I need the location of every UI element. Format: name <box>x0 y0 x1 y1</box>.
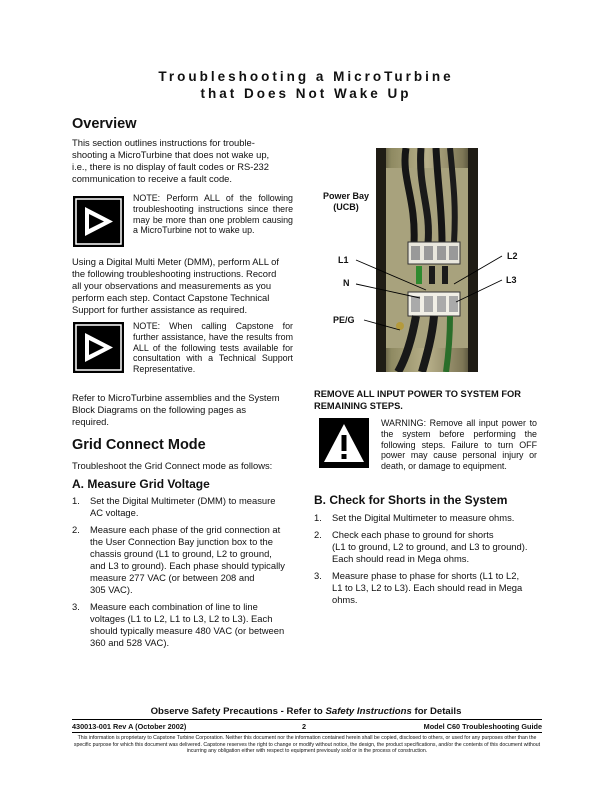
step-line: Measure each phase of the grid connection at <box>90 524 281 535</box>
paragraph-line: Support for further assistance as required. <box>72 304 248 315</box>
remove-power-line: REMAINING STEPS. <box>314 401 403 411</box>
label-l1: L1 <box>338 255 349 265</box>
page-number: 2 <box>302 722 307 731</box>
overview-paragraph-2 <box>72 256 302 316</box>
step-line: should typically measure 480 VAC (or between <box>90 625 285 636</box>
paragraph-line: Using a Digital Multi Meter (DMM), perform ALL of <box>72 256 279 267</box>
step-line: the User Connection Bay junction box to the <box>90 536 273 547</box>
paragraph-line: Refer to MicroTurbine assemblies and the System <box>72 392 280 403</box>
paragraph-line: all your observations and measurements as you <box>72 280 272 291</box>
check-shorts-heading: B. Check for Shorts in the System <box>314 493 508 507</box>
note-1-text: NOTE: Perform ALL of the following troubleshooting instructions since there may be more than one problem causing a MicroTurbine not to wake up. <box>133 193 293 236</box>
callout-line-l2 <box>454 256 502 284</box>
list-item <box>72 601 304 649</box>
step-line: measure 277 VAC (or between 208 and <box>90 572 255 583</box>
note-2-text: NOTE: When calling Capstone for further assistance, have the results from ALL of the following tests available for consultation with a Technical Support Representative. <box>133 321 293 375</box>
title-line-2: that Does Not Wake Up <box>200 86 412 101</box>
callout-line-l1 <box>356 260 426 290</box>
step-line: 360 and 528 VAC). <box>90 637 170 648</box>
step-line: Check each phase to ground for shorts <box>332 529 494 540</box>
footer-rule <box>72 732 542 733</box>
list-item <box>72 495 304 519</box>
step-number: 2. <box>72 524 80 535</box>
overview-intro-line: communication to receive a fault code. <box>72 173 232 184</box>
legal-notice: This information is proprietary to Capstone Turbine Corporation. Neither this document nor the information contained herein shall be copied, disclosed to others, or used for any purposes other than the specific purpose for which this document was delivered. Capstone reserves the right to change or modify without notice, the design, the product specifications, and/or the contents of this document without incurring any obligation either with respect to equipment previously sold or in the process of construction. <box>73 735 541 755</box>
overview-intro-line: i.e., there is no display of fault codes or RS-232 <box>72 161 269 172</box>
step-line: Measure phase to phase for shorts (L1 to L2, <box>332 570 520 581</box>
warning-text: WARNING: Remove all input power to the system before performing the following steps. Failure to turn OFF power may cause personal injury or death, or damage to equipment. <box>381 418 537 472</box>
overview-intro-line: This section outlines instructions for trouble- <box>72 137 255 148</box>
paragraph-line: perform each step. Contact Capstone Technical <box>72 292 270 303</box>
list-item <box>314 529 544 565</box>
callout-line-pe-g <box>364 320 400 330</box>
step-line: Set the Digital Multimeter (DMM) to measure <box>90 495 276 506</box>
label-n: N <box>343 278 350 288</box>
title-line-1: Troubleshooting a MicroTurbine <box>158 69 454 84</box>
step-line: Each should read in Mega ohms. <box>332 553 470 564</box>
step-line: Set the Digital Multimeter to measure ohms. <box>332 512 515 523</box>
remove-power-line: REMOVE ALL INPUT POWER TO SYSTEM FOR <box>314 389 521 399</box>
list-item <box>72 524 304 596</box>
step-line: L1 to L3, L2 to L3). Each should read in Mega <box>332 582 523 593</box>
step-line: ohms. <box>332 594 358 605</box>
paragraph-line: the following troubleshooting instructions. Record <box>72 268 277 279</box>
callout-lines <box>330 240 530 350</box>
list-item <box>314 512 544 524</box>
step-number: 3. <box>314 570 322 581</box>
overview-paragraph-3 <box>72 392 302 428</box>
measure-grid-voltage-heading: A. Measure Grid Voltage <box>72 477 210 491</box>
step-line: 305 VAC). <box>90 584 133 595</box>
safety-prefix: Observe Safety Precautions - Refer to <box>150 706 326 717</box>
step-line: (L1 to ground, L2 to ground, and L3 to ground). <box>332 541 528 552</box>
overview-intro-line: shooting a MicroTurbine that does not wake up, <box>72 149 270 160</box>
label-l2: L2 <box>507 251 518 261</box>
grid-connect-intro: Troubleshoot the Grid Connect mode as follows: <box>72 460 273 471</box>
warning-icon <box>319 418 369 468</box>
note-arrow-icon <box>73 322 124 373</box>
label-pe-g: PE/G <box>333 315 355 325</box>
step-number: 1. <box>72 495 80 506</box>
safety-footer <box>0 706 612 717</box>
safety-suffix: for Details <box>411 706 462 717</box>
document-id: 430013-001 Rev A (October 2002) <box>72 722 187 731</box>
grid-connect-heading: Grid Connect Mode <box>72 437 206 453</box>
step-line: and L3 to ground). Each phase should typically <box>90 560 285 571</box>
step-line: AC voltage. <box>90 507 139 518</box>
overview-heading: Overview <box>72 116 137 132</box>
power-bay-label-line: Power Bay <box>322 191 370 201</box>
step-line: chassis ground (L1 to ground, L2 to ground, <box>90 548 272 559</box>
check-shorts-steps <box>314 512 544 611</box>
callout-line-n <box>356 284 420 298</box>
guide-title: Model C60 Troubleshooting Guide <box>423 722 542 731</box>
step-number: 1. <box>314 512 322 523</box>
safety-instructions-link: Safety Instructions <box>325 706 412 717</box>
grid-voltage-steps <box>72 495 304 654</box>
paragraph-line: required. <box>72 416 110 427</box>
list-item <box>314 570 544 606</box>
power-bay-label-line: (UCB) <box>333 202 359 212</box>
remove-power-notice <box>314 388 521 412</box>
note-arrow-icon <box>73 196 124 247</box>
step-number: 2. <box>314 529 322 540</box>
paragraph-line: Block Diagrams on the following pages as <box>72 404 247 415</box>
footer-rule <box>72 719 542 720</box>
step-line: voltages (L1 to L2, L1 to L3, L2 to L3). Each <box>90 613 273 624</box>
overview-intro <box>72 137 302 185</box>
callout-line-l3 <box>456 280 502 302</box>
label-l3: L3 <box>506 275 517 285</box>
step-number: 3. <box>72 601 80 612</box>
step-line: Measure each combination of line to line <box>90 601 258 612</box>
page-title <box>0 68 612 102</box>
power-bay-label <box>314 191 378 213</box>
